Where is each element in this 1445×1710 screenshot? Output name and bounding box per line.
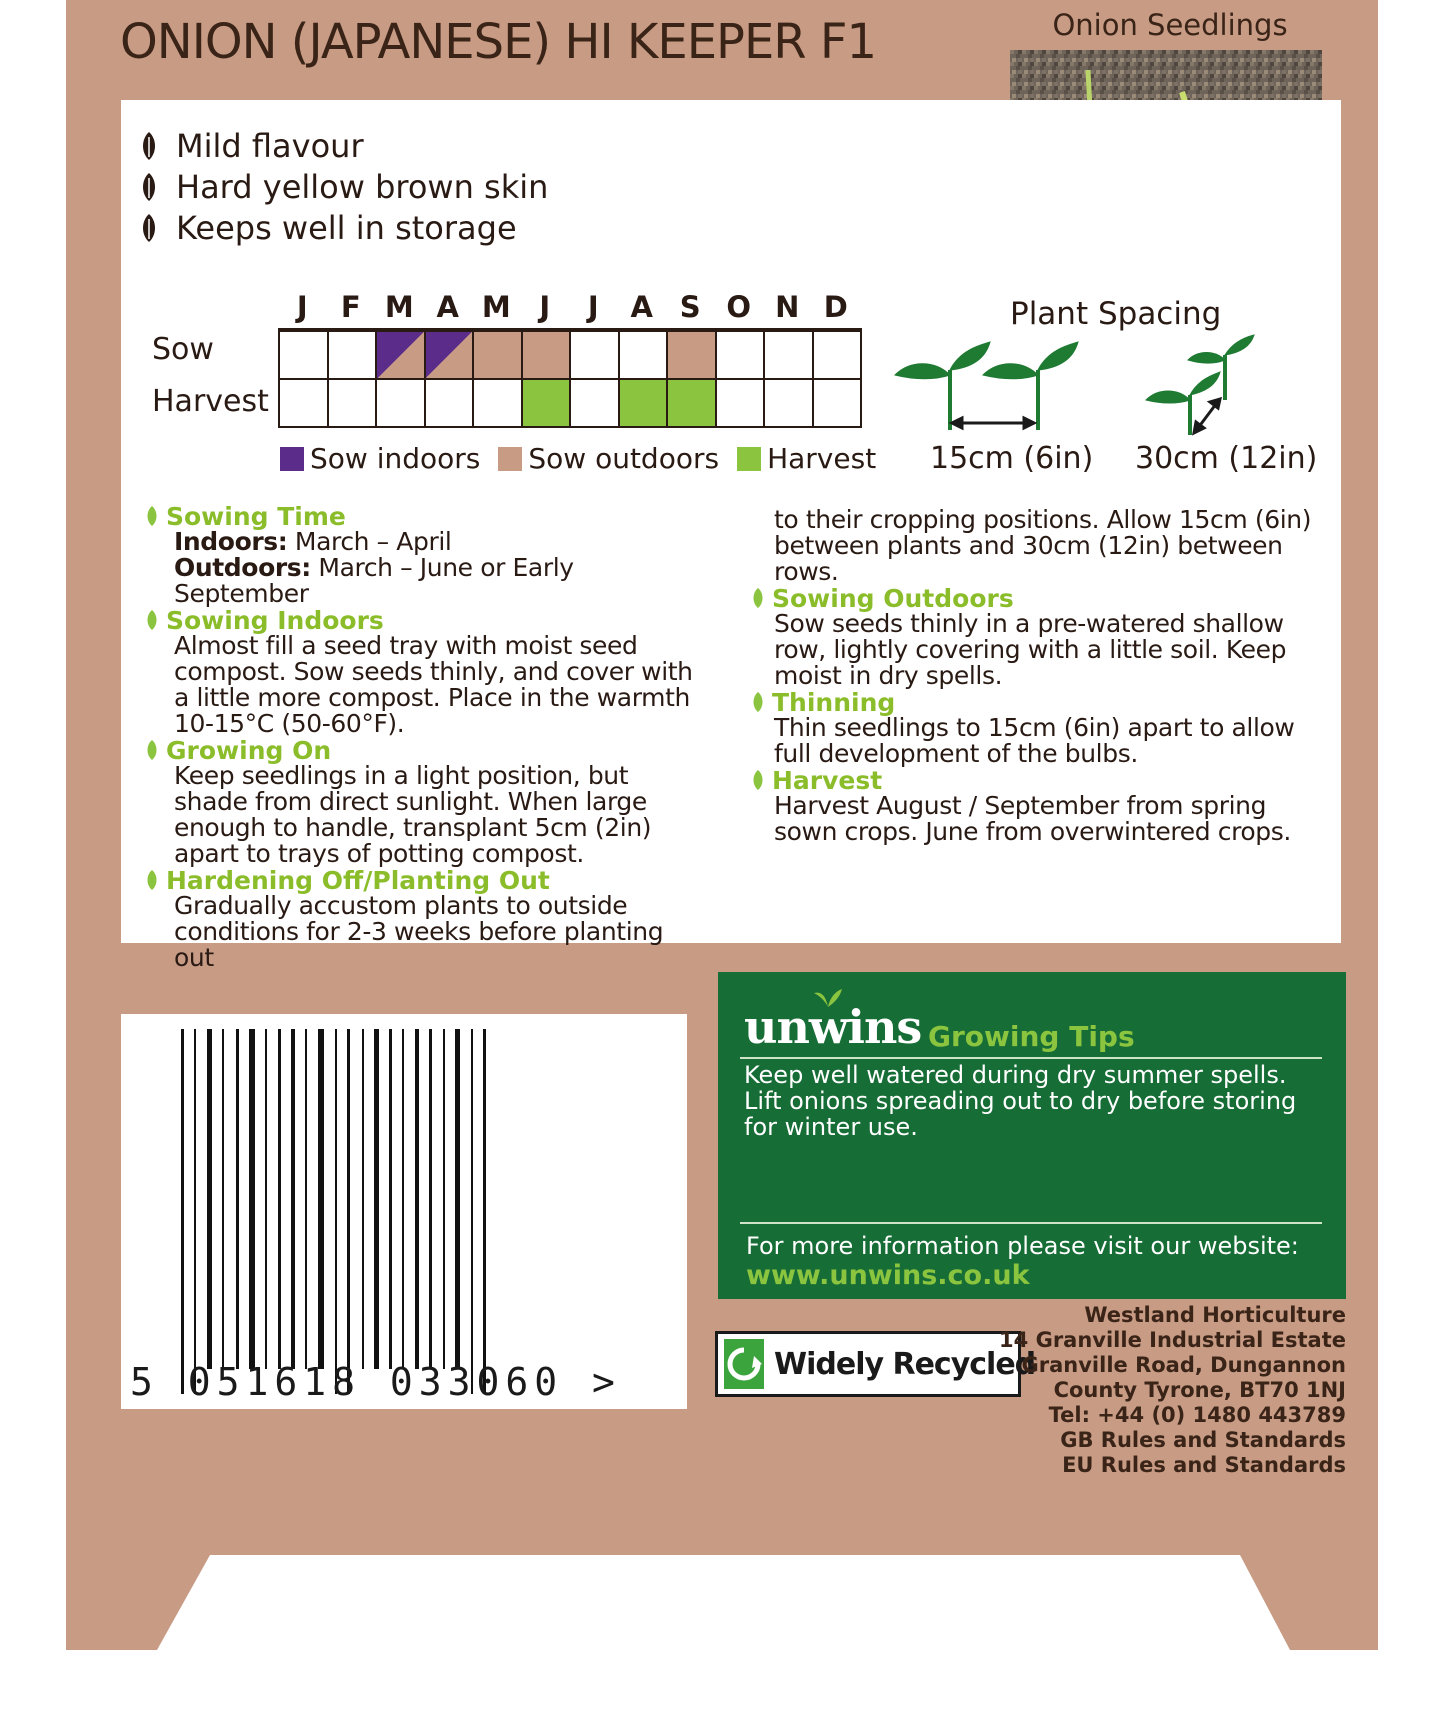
barcode-bar — [278, 1029, 281, 1369]
leaf-icon — [140, 131, 158, 161]
month-label: S — [679, 290, 701, 324]
feature-text: Keeps well in storage — [176, 208, 517, 247]
sow-cell-m — [377, 330, 426, 380]
recycle-icon — [724, 1339, 764, 1389]
barcode-bar — [471, 1029, 473, 1394]
barcode-bar — [335, 1029, 337, 1394]
website-info-text: For more information please visit our website: — [746, 1232, 1299, 1260]
feature-text: Mild flavour — [176, 126, 364, 165]
address-line: County Tyrone, BT70 1NJ — [1053, 1378, 1346, 1402]
growing-tips-text: Keep well watered during dry summer spells. Lift onions spreading out to dry before storing for winter use. — [744, 1061, 1297, 1141]
feature-text: Hard yellow brown skin — [176, 167, 549, 206]
widely-recycled-badge — [715, 1331, 1036, 1397]
divider — [740, 1057, 1322, 1059]
month-label: F — [340, 290, 361, 324]
harvest-cell-j — [523, 378, 572, 428]
feature-list — [140, 125, 548, 248]
barcode-bar — [305, 1029, 307, 1369]
sow-cell-a — [426, 330, 475, 380]
harvest-body: Harvest August / September from spring sown crops. June from overwintered crops. — [774, 791, 1291, 846]
sow-cell-j — [280, 330, 329, 380]
instructions-right-column — [752, 507, 1312, 845]
legend-swatch — [280, 447, 304, 471]
packet-bottom-cutout — [0, 1555, 1445, 1710]
recycled-label: Widely Recycled — [774, 1346, 1036, 1382]
month-label: D — [823, 290, 848, 324]
barcode-bar — [181, 1029, 184, 1394]
barcode-bar — [194, 1029, 196, 1394]
barcode-number: 5 051618 033060 > — [130, 1360, 621, 1404]
harvest-cell-s — [668, 378, 717, 428]
legend-swatch — [737, 447, 761, 471]
hardening-off-continued: to their cropping positions. Allow 15cm (6in) between plants and 30cm (12in) between rows. — [774, 505, 1312, 586]
barcode-bar — [265, 1029, 267, 1369]
barcode-bar — [415, 1029, 419, 1369]
barcode-bar — [347, 1029, 350, 1394]
barcode-bar — [318, 1029, 324, 1369]
manufacturer-address — [999, 1303, 1346, 1478]
barcode-bar — [443, 1029, 445, 1369]
leaf-icon — [140, 213, 158, 243]
instructions-left-column — [146, 503, 706, 971]
address-line: Tel: +44 (0) 1480 443789 — [1048, 1403, 1346, 1427]
barcode-bar — [374, 1029, 379, 1369]
harvest-cell-m — [377, 378, 426, 428]
unwins-logo: unwins — [744, 1000, 922, 1054]
section-heading: Sowing Indoors — [146, 607, 706, 633]
month-label: J — [587, 290, 599, 324]
barcode-bar — [236, 1029, 239, 1369]
website-link[interactable]: www.unwins.co.uk — [746, 1260, 1030, 1291]
section-heading: Growing On — [146, 737, 706, 763]
section-heading: Sowing Outdoors — [752, 585, 1312, 611]
barcode-bar — [389, 1029, 392, 1369]
barcode-bar — [207, 1029, 212, 1369]
harvest-cell-o — [717, 378, 766, 428]
section-heading: Hardening Off/Planting Out — [146, 867, 706, 893]
harvest-cell-n — [765, 378, 814, 428]
harvest-cell-m — [474, 378, 523, 428]
section-heading: Harvest — [752, 767, 1312, 793]
thinning-body: Thin seedlings to 15cm (6in) apart to allow full development of the bulbs. — [774, 713, 1295, 768]
address-line: EU Rules and Standards — [1062, 1453, 1346, 1477]
barcode — [121, 1014, 687, 1409]
sow-row-label: Sow — [152, 332, 214, 367]
sow-cell-n — [765, 330, 814, 380]
barcode-bar — [222, 1029, 224, 1369]
sow-cell-d — [814, 330, 863, 380]
address-line: GB Rules and Standards — [1060, 1428, 1346, 1452]
legend-sow-outdoors: Sow outdoors — [498, 442, 719, 475]
month-label: J — [296, 290, 308, 324]
sowing-outdoors-body: Sow seeds thinly in a pre-watered shallow row, lightly covering with a little soil. Keep moist in dry spells. — [774, 609, 1287, 690]
legend-swatch — [498, 447, 522, 471]
section-heading: Thinning — [752, 689, 1312, 715]
month-label: M — [481, 290, 511, 324]
barcode-bar — [291, 1029, 295, 1369]
harvest-cell-a — [426, 378, 475, 428]
sow-cell-o — [717, 330, 766, 380]
plant-spacing-title: Plant Spacing — [1010, 296, 1222, 332]
month-label: M — [384, 290, 414, 324]
barcode-bar — [429, 1029, 432, 1369]
legend-sow-indoors: Sow indoors — [280, 442, 480, 475]
feature-item — [140, 166, 548, 207]
harvest-cell-d — [814, 378, 863, 428]
leaf-icon — [752, 769, 764, 791]
growing-on-body: Keep seedlings in a light position, but shade from direct sunlight. When large enough to handle, transplant 5cm (2in) apart to trays of potting compost. — [174, 761, 652, 868]
barcode-box — [121, 1014, 687, 1409]
month-label: J — [539, 290, 551, 324]
barcode-bar — [362, 1029, 364, 1369]
sow-cell-a — [620, 330, 669, 380]
harvest-cell-j — [571, 378, 620, 428]
address-line: Westland Horticulture — [1084, 1303, 1346, 1327]
product-title: ONION (JAPANESE) HI KEEPER F1 — [120, 14, 877, 70]
sow-calendar-row — [278, 328, 862, 380]
leaf-icon — [140, 172, 158, 202]
sowing-time-body: Indoors: March – April Outdoors: March – June or Early September — [174, 527, 574, 608]
month-label: N — [775, 290, 800, 324]
harvest-row-label: Harvest — [152, 384, 269, 419]
address-line: 14 Granville Industrial Estate — [999, 1328, 1346, 1352]
harvest-cell-f — [329, 378, 378, 428]
leaf-icon — [146, 505, 158, 527]
leaf-icon — [146, 869, 158, 891]
section-heading: Sowing Time — [146, 503, 706, 529]
barcode-bar — [402, 1029, 404, 1369]
month-label: A — [436, 290, 459, 324]
barcode-bar — [483, 1029, 486, 1394]
feature-item — [140, 125, 548, 166]
month-label: O — [726, 290, 752, 324]
leaf-icon — [752, 587, 764, 609]
hardening-off-body: Gradually accustom plants to outside conditions for 2-3 weeks before planting out — [174, 891, 664, 972]
leaf-icon — [146, 739, 158, 761]
sow-cell-f — [329, 330, 378, 380]
plant-spacing-label: 15cm (6in) — [930, 441, 1094, 476]
legend-harvest: Harvest — [737, 442, 876, 475]
leaf-icon — [146, 609, 158, 631]
plant-spacing-diagram — [890, 330, 1310, 440]
sow-cell-j — [571, 330, 620, 380]
sow-cell-j — [523, 330, 572, 380]
sowing-indoors-body: Almost fill a seed tray with moist seed compost. Sow seeds thinly, and cover with a little more compost. Place in the warmth 10-15°C (50-60°F). — [174, 631, 693, 738]
harvest-cell-a — [620, 378, 669, 428]
leaf-icon — [752, 691, 764, 713]
feature-item — [140, 207, 548, 248]
sow-cell-s — [668, 330, 717, 380]
row-spacing-label: 30cm (12in) — [1135, 441, 1318, 476]
calendar-months — [278, 290, 860, 324]
harvest-calendar-row — [278, 378, 862, 428]
address-line: Granville Road, Dungannon — [1021, 1353, 1346, 1377]
harvest-cell-j — [280, 378, 329, 428]
month-label: A — [630, 290, 653, 324]
divider — [740, 1222, 1322, 1224]
photo-caption: Onion Seedlings — [1052, 8, 1288, 42]
barcode-bar — [455, 1029, 460, 1369]
sow-cell-m — [474, 330, 523, 380]
growing-tips-title: Growing Tips — [928, 1020, 1135, 1053]
barcode-bar — [249, 1029, 255, 1369]
calendar-legend — [280, 442, 894, 475]
